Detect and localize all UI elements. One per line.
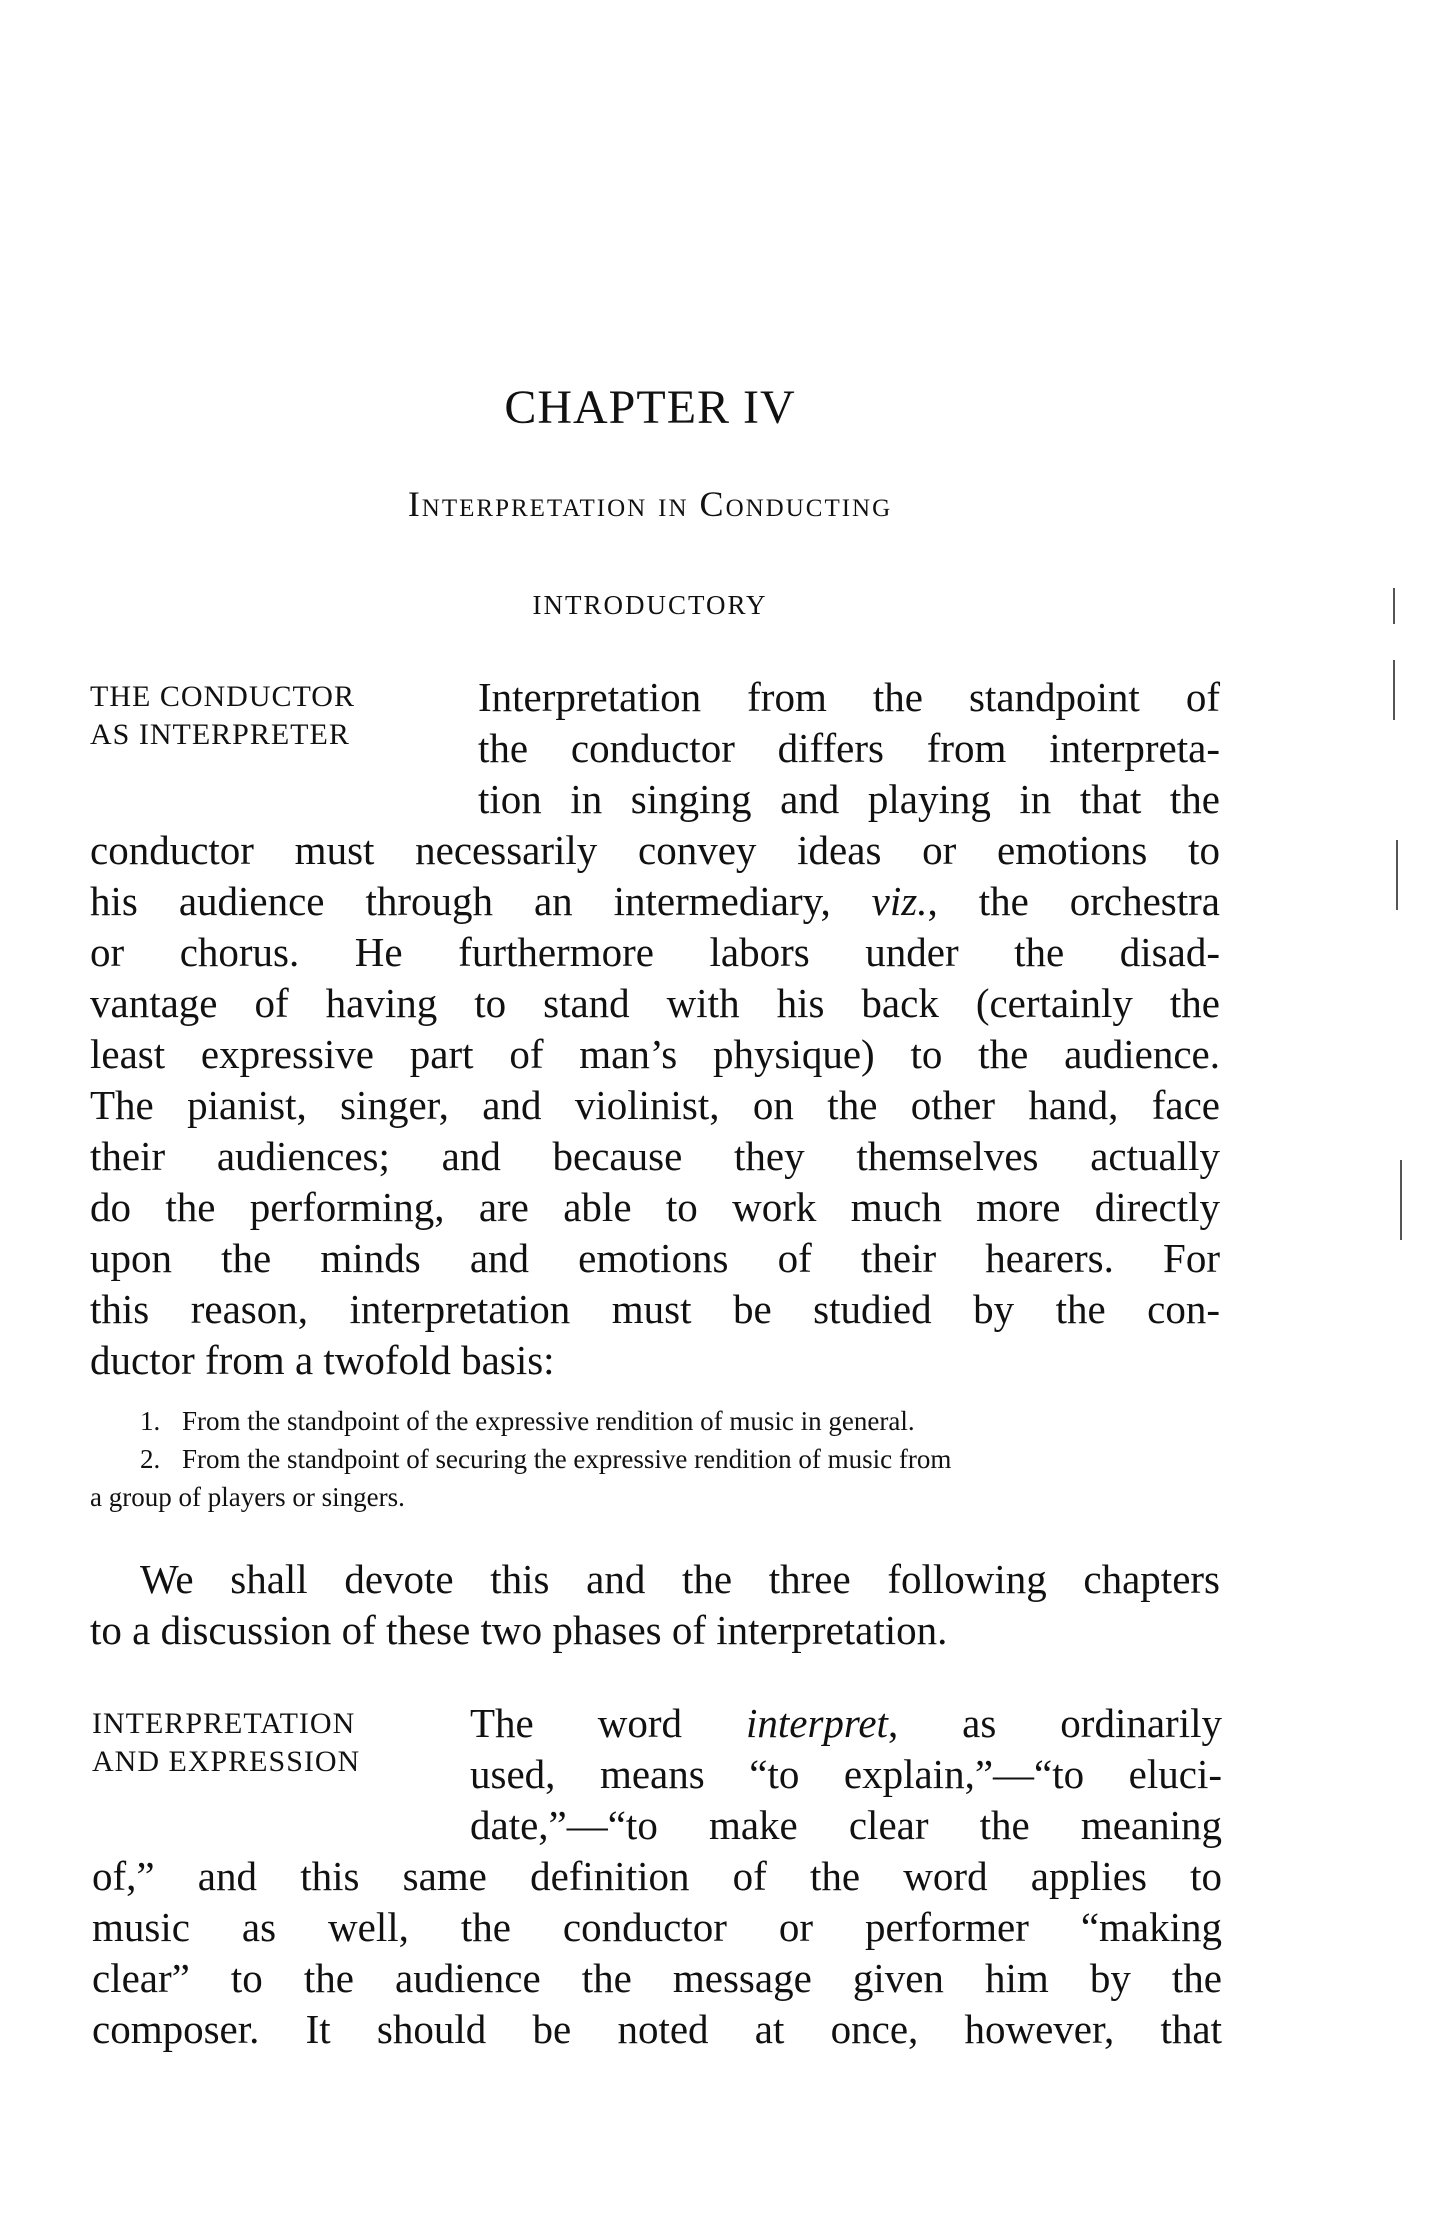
text-line: least expressive part of man’s physique) to the audience. [90, 1031, 1220, 1077]
sidenote-line: AND EXPRESSION [92, 1745, 361, 1778]
scan-artifact [1393, 588, 1395, 624]
list-item [90, 1440, 1240, 1478]
paragraph-1-indented [478, 672, 1220, 825]
list-item [90, 1402, 1240, 1440]
text-line: their audiences; and because they themselves actually [90, 1133, 1220, 1179]
text-line: upon the minds and emotions of their hearers. For [90, 1235, 1220, 1281]
text-line: date,”—“to make clear the meaning [470, 1802, 1222, 1848]
text-line: do the performing, are able to work much more directly [90, 1184, 1220, 1230]
text-line: this reason, interpretation must be studied by the con- [90, 1286, 1220, 1332]
text-fragment: , the orchestra [927, 878, 1220, 924]
sidenote-line: AS INTERPRETER [90, 718, 350, 751]
paragraph-1-body [90, 825, 1220, 1386]
section-heading: INTRODUCTORY [532, 590, 768, 620]
text-line: ductor from a twofold basis: [90, 1337, 555, 1383]
text-line: or chorus. He furthermore labors under the disad- [90, 929, 1220, 975]
sidenote-line: INTERPRETATION [92, 1707, 356, 1740]
text-line: used, means “to explain,”—“to eluci- [470, 1751, 1222, 1797]
italic-fragment: interpret [745, 1700, 888, 1746]
text-line: to a discussion of these two phases of interpretation. [90, 1607, 948, 1653]
chapter-number: CHAPTER IV [504, 381, 796, 434]
scan-artifact [1393, 660, 1395, 720]
text-line: of,” and this same definition of the word applies to [92, 1853, 1222, 1899]
text-line: composer. It should be noted at once, however, that [92, 2006, 1222, 2052]
numbered-list [90, 1402, 1240, 1516]
text-line-with-italic [90, 876, 1220, 927]
text-line: clear” to the audience the message given him by the [92, 1955, 1222, 2001]
text-line: the conductor differs from interpreta- [478, 725, 1220, 771]
italic-fragment: viz. [871, 878, 928, 924]
text-line: We shall devote this and the three following chapters [140, 1556, 1220, 1602]
chapter-title: Interpretation in Conducting [407, 484, 893, 524]
paragraph-3 [90, 1554, 1220, 1656]
text-line: music as well, the conductor or performer “making [92, 1904, 1222, 1950]
list-item-continuation [90, 1478, 1240, 1516]
text-line: vantage of having to stand with his back (certainly the [90, 980, 1220, 1026]
text-line-with-italic [470, 1698, 1222, 1749]
text-line: The pianist, singer, and violinist, on the other hand, face [90, 1082, 1220, 1128]
text-line: Interpretation from the standpoint of [478, 674, 1220, 720]
sidenote-conductor-as-interpreter [90, 678, 355, 754]
text-fragment: The word [470, 1700, 746, 1746]
scan-artifact [1400, 1160, 1402, 1240]
list-text: From the standpoint of the expressive rendition of music in general. [182, 1406, 915, 1436]
list-number: 2. [140, 1444, 161, 1474]
list-text: From the standpoint of securing the expressive rendition of music from [182, 1444, 952, 1474]
paragraph-4-indented [470, 1698, 1222, 1851]
scan-artifact [1396, 840, 1398, 910]
text-line: tion in singing and playing in that the [478, 776, 1220, 822]
text-line: conductor must necessarily convey ideas or emotions to [90, 827, 1220, 873]
list-number: 1. [140, 1406, 161, 1436]
list-text: a group of players or singers. [90, 1482, 405, 1512]
sidenote-interpretation-and-expression [92, 1705, 360, 1781]
sidenote-line: THE CONDUCTOR [90, 680, 355, 713]
text-fragment: his audience through an intermediary, [90, 878, 872, 924]
text-fragment: , as ordinarily [887, 1700, 1222, 1746]
paragraph-4-body [92, 1851, 1222, 2055]
